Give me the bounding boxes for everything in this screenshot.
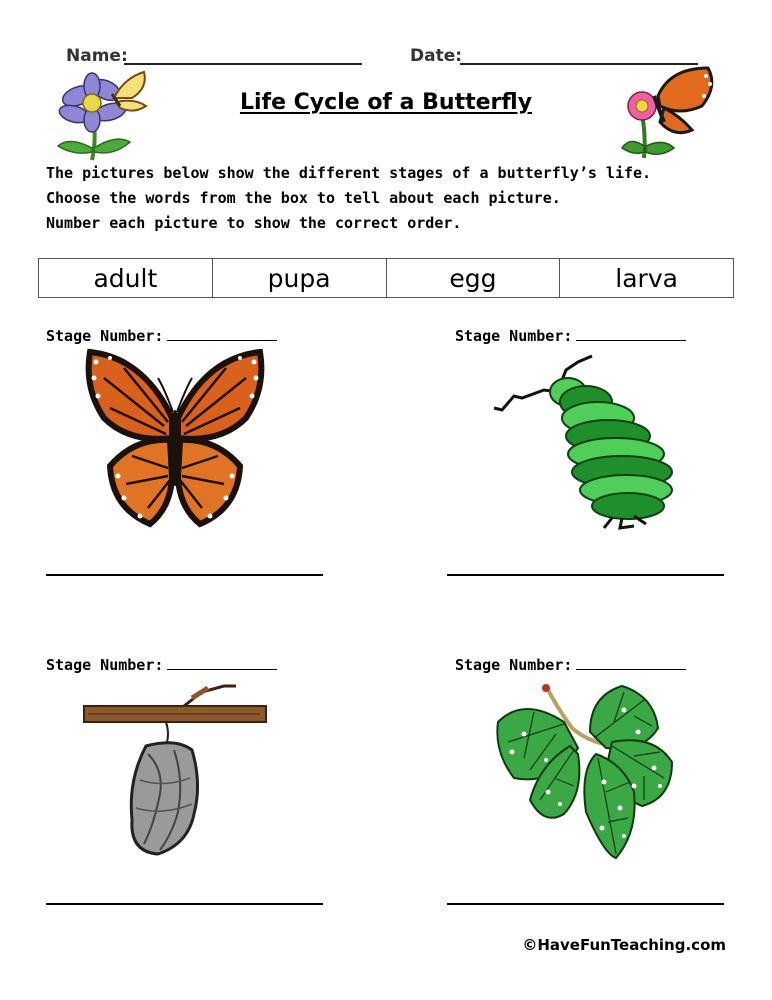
page-title: Life Cycle of a Butterfly bbox=[239, 90, 533, 115]
caterpillar-icon bbox=[494, 348, 680, 532]
stage-number-2 bbox=[455, 327, 686, 345]
copyright-footer: ©HaveFunTeaching.com bbox=[522, 936, 726, 954]
stage-number-1 bbox=[46, 327, 277, 345]
stage-number-3 bbox=[46, 656, 277, 674]
answer-line-1[interactable] bbox=[46, 574, 323, 576]
stage-number-blank[interactable] bbox=[167, 328, 277, 341]
chrysalis-icon bbox=[84, 684, 268, 856]
stage-number-blank[interactable] bbox=[576, 328, 686, 341]
instruction-line-1: The pictures below show the different stages of a butterfly’s life. bbox=[46, 164, 652, 182]
word-bank-item: larva bbox=[560, 259, 734, 298]
stage-number-blank[interactable] bbox=[167, 657, 277, 670]
stage-number-label: Stage Number: bbox=[46, 656, 164, 674]
date-field[interactable] bbox=[460, 63, 698, 65]
word-bank-item: adult bbox=[39, 259, 213, 298]
word-bank-item: pupa bbox=[212, 259, 386, 298]
name-label: Name: bbox=[66, 46, 128, 66]
stage-number-label: Stage Number: bbox=[455, 656, 573, 674]
stage-number-4 bbox=[455, 656, 686, 674]
stage-number-label: Stage Number: bbox=[455, 327, 573, 345]
answer-line-2[interactable] bbox=[447, 574, 724, 576]
stage-number-blank[interactable] bbox=[576, 657, 686, 670]
eggs-on-leaf-icon bbox=[494, 682, 678, 860]
answer-line-3[interactable] bbox=[46, 903, 323, 905]
name-field[interactable] bbox=[124, 63, 362, 65]
word-bank-item: egg bbox=[386, 259, 560, 298]
date-label: Date: bbox=[410, 46, 463, 66]
flower-butterfly-icon bbox=[54, 68, 164, 163]
answer-line-4[interactable] bbox=[447, 903, 724, 905]
instruction-line-3: Number each picture to show the correct order. bbox=[46, 214, 462, 232]
word-bank bbox=[38, 258, 734, 298]
monarch-butterfly-icon bbox=[84, 348, 266, 530]
stage-number-label: Stage Number: bbox=[46, 327, 164, 345]
instruction-line-2: Choose the words from the box to tell about each picture. bbox=[46, 189, 561, 207]
